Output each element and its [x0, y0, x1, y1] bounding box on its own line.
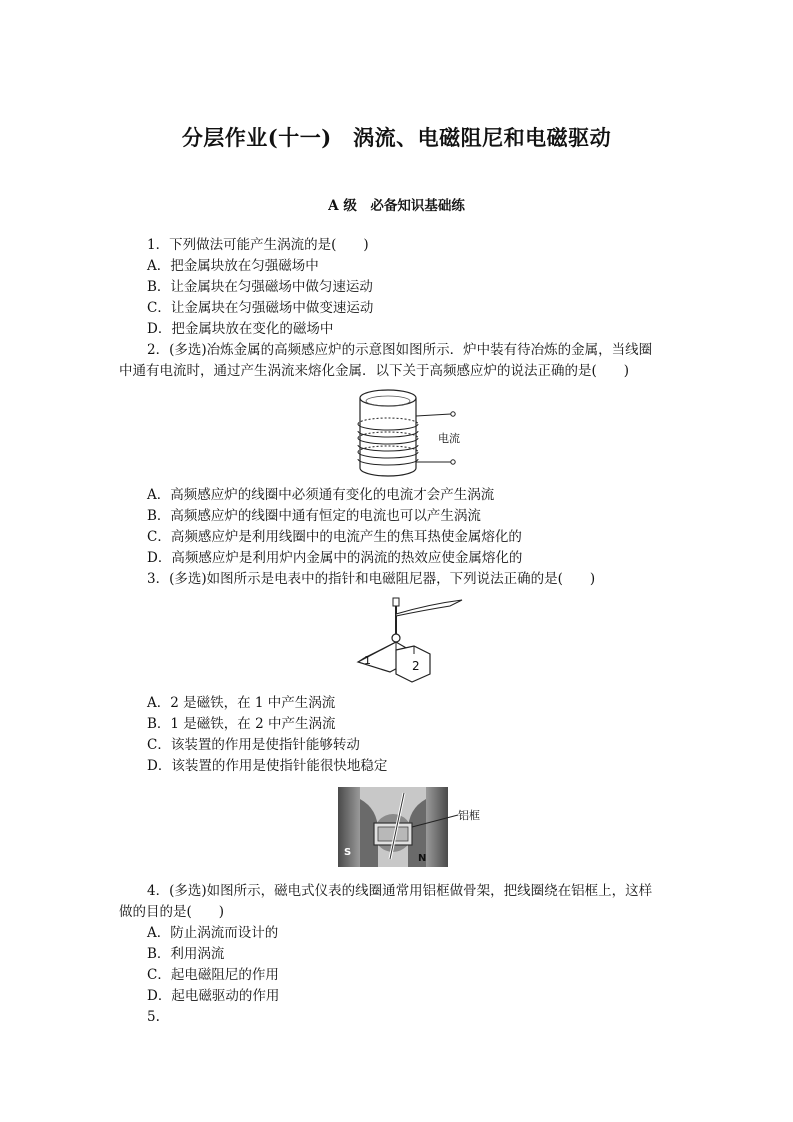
question-1-stem: 1．下列做法可能产生涡流的是( ): [147, 237, 369, 253]
question-1-option-b: B．让金属块在匀强磁场中做匀速运动: [147, 279, 373, 295]
page-title: 分层作业(十一) 涡流、电磁阻尼和电磁驱动: [181, 125, 612, 150]
question-1-option-d: D．把金属块放在变化的磁场中: [147, 321, 334, 337]
question-4-option-a: A．防止涡流而设计的: [147, 925, 279, 941]
section-heading: A 级 必备知识基础练: [328, 198, 465, 214]
question-3-option-d: D．该装置的作用是使指针能很快地稳定: [147, 758, 388, 774]
question-4-option-b: B．利用涡流: [147, 946, 225, 962]
question-1-option-c: C．让金属块在匀强磁场中做变速运动: [147, 300, 374, 316]
question-4-option-c: C．起电磁阻尼的作用: [147, 967, 279, 983]
meter-pointer-damper-figure: [350, 594, 470, 686]
question-2-option-c: C．高频感应炉是利用线圈中的电流产生的焦耳热使金属熔化的: [147, 529, 522, 545]
question-4-stem-line2: 做的目的是( ): [119, 904, 225, 920]
question-3-option-a: A．2 是磁铁，在 1 中产生涡流: [147, 695, 336, 711]
induction-furnace-figure: [355, 384, 470, 480]
question-3-option-b: B．1 是磁铁，在 2 中产生涡流: [147, 716, 336, 732]
question-2-option-d: D．高频感应炉是利用炉内金属中的涡流的热效应使金属熔化的: [147, 550, 523, 566]
aluminum-frame-label: 铝框: [458, 809, 480, 822]
furnace-current-label: 电流: [438, 432, 460, 445]
question-2-option-b: B．高频感应炉的线圈中通有恒定的电流也可以产生涡流: [147, 508, 481, 524]
damper-label-2: 2: [412, 659, 420, 673]
question-2-stem-line1: 2．(多选)冶炼金属的高频感应炉的示意图如图所示．炉中装有待冶炼的金属，当线圈: [147, 342, 653, 358]
question-4-stem-line1: 4．(多选)如图所示，磁电式仪表的线圈通常用铝框做骨架，把线圈绕在铝框上，这样: [147, 883, 653, 899]
question-2-option-a: A．高频感应炉的线圈中必须通有变化的电流才会产生涡流: [147, 487, 495, 503]
question-3-stem: 3．(多选)如图所示是电表中的指针和电磁阻尼器，下列说法正确的是( ): [147, 571, 596, 587]
question-2-stem-line2: 中通有电流时，通过产生涡流来熔化金属．以下关于高频感应炉的说法正确的是( ): [119, 363, 630, 379]
question-1-option-a: A．把金属块放在匀强磁场中: [147, 258, 319, 274]
question-4-option-d: D．起电磁驱动的作用: [147, 988, 280, 1004]
question-5-stem: 5.: [147, 1009, 160, 1025]
pole-s-label: S: [344, 847, 352, 858]
moving-coil-meter-figure: [338, 787, 488, 867]
damper-label-1: 1: [364, 654, 371, 667]
question-3-option-c: C．该装置的作用是使指针能够转动: [147, 737, 360, 753]
pole-n-label: N: [418, 853, 427, 864]
